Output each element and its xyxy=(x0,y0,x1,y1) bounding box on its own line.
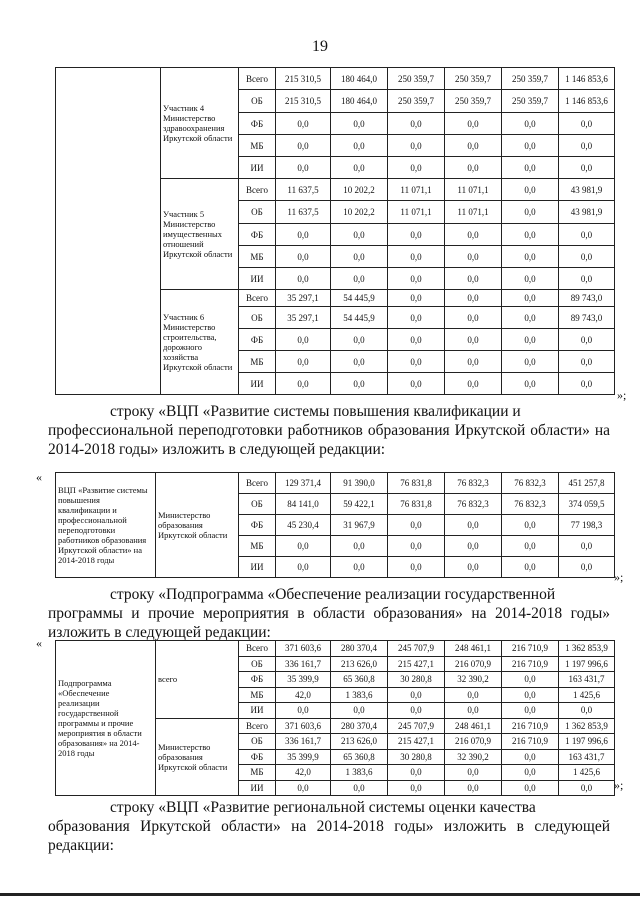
funding-source-cell: ОБ xyxy=(239,201,276,224)
amount-cell: 0,0 xyxy=(445,224,502,246)
amount-cell: 0,0 xyxy=(276,373,331,395)
funding-source-cell: Всего xyxy=(239,179,276,201)
amount-cell: 0,0 xyxy=(388,290,445,307)
amount-cell: 0,0 xyxy=(331,329,388,351)
amount-cell: 76 832,3 xyxy=(502,473,559,494)
funding-source-cell: Всего xyxy=(239,718,276,734)
amount-cell: 0,0 xyxy=(502,703,559,719)
vcp-qualification-funding-table xyxy=(55,472,615,578)
amount-cell: 0,0 xyxy=(502,536,559,557)
amount-cell: 0,0 xyxy=(276,157,331,179)
executor-cell: Министерство образования Иркутской области xyxy=(156,718,239,796)
amount-cell: 0,0 xyxy=(445,557,502,578)
amount-cell: 42,0 xyxy=(276,687,331,703)
amount-cell: 35 297,1 xyxy=(276,307,331,329)
amount-cell: 0,0 xyxy=(502,557,559,578)
amount-cell: 336 161,7 xyxy=(276,734,331,750)
amount-cell: 76 832,3 xyxy=(502,494,559,515)
program-name-cell: Подпрограмма «Обеспечение реализации государственной программы и прочие мероприятия в области образования» на 2014-2018 годы xyxy=(56,641,156,796)
amount-cell: 0,0 xyxy=(502,224,559,246)
amount-cell: 0,0 xyxy=(559,703,615,719)
amount-cell: 0,0 xyxy=(276,703,331,719)
amount-cell: 0,0 xyxy=(502,135,559,157)
funding-source-cell: Всего xyxy=(239,641,276,657)
funding-source-cell: МБ xyxy=(239,765,276,781)
funding-source-cell: ФБ xyxy=(239,224,276,246)
amount-cell: 0,0 xyxy=(445,765,502,781)
amount-cell: 30 280,8 xyxy=(388,749,445,765)
amount-cell: 0,0 xyxy=(559,351,615,373)
amount-cell: 0,0 xyxy=(388,113,445,135)
funding-source-cell: ОБ xyxy=(239,494,276,515)
amount-cell: 0,0 xyxy=(559,157,615,179)
amount-cell: 11 071,1 xyxy=(445,179,502,201)
amount-cell: 250 359,7 xyxy=(388,68,445,90)
page-number: 19 xyxy=(312,38,328,55)
amount-cell: 0,0 xyxy=(502,780,559,796)
amount-cell: 248 461,1 xyxy=(445,718,502,734)
funding-source-cell: ИИ xyxy=(239,703,276,719)
amount-cell: 0,0 xyxy=(502,246,559,268)
amount-cell: 0,0 xyxy=(445,246,502,268)
amount-cell: 0,0 xyxy=(276,557,331,578)
amount-cell: 42,0 xyxy=(276,765,331,781)
amount-cell: 250 359,7 xyxy=(445,68,502,90)
instruction-paragraph xyxy=(48,585,610,642)
paragraph-first-line: строку «ВЦП «Развитие системы повышения квалификации и xyxy=(110,403,521,420)
amount-cell: 0,0 xyxy=(502,201,559,224)
amount-cell: 216 070,9 xyxy=(445,734,502,750)
amount-cell: 216 710,9 xyxy=(502,641,559,657)
amount-cell: 371 603,6 xyxy=(276,718,331,734)
participants-funding-table xyxy=(55,67,615,395)
funding-source-cell: ИИ xyxy=(239,557,276,578)
amount-cell: 43 981,9 xyxy=(559,179,615,201)
amount-cell: 0,0 xyxy=(445,687,502,703)
amount-cell: 59 422,1 xyxy=(331,494,388,515)
amount-cell: 0,0 xyxy=(445,307,502,329)
funding-source-cell: ИИ xyxy=(239,268,276,290)
amount-cell: 250 359,7 xyxy=(502,68,559,90)
amount-cell: 0,0 xyxy=(388,780,445,796)
instruction-paragraph xyxy=(48,402,610,459)
amount-cell: 280 370,4 xyxy=(331,718,388,734)
amount-cell: 0,0 xyxy=(445,351,502,373)
executor-total-cell: всего xyxy=(156,641,239,719)
amount-cell: 0,0 xyxy=(502,749,559,765)
amount-cell: 248 461,1 xyxy=(445,641,502,657)
participant-name-cell: Участник 5 Министерство имущественных отношений Иркутской области xyxy=(161,179,239,290)
participant-name-cell: Участник 4 Министерство здравоохранения Иркутской области xyxy=(161,68,239,179)
amount-cell: 0,0 xyxy=(388,373,445,395)
amount-cell: 213 626,0 xyxy=(331,734,388,750)
amount-cell: 0,0 xyxy=(502,307,559,329)
amount-cell: 31 967,9 xyxy=(331,515,388,536)
amount-cell: 0,0 xyxy=(388,703,445,719)
funding-source-cell: Всего xyxy=(239,68,276,90)
amount-cell: 0,0 xyxy=(331,268,388,290)
amount-cell: 216 710,9 xyxy=(502,734,559,750)
amount-cell: 0,0 xyxy=(559,373,615,395)
amount-cell: 1 383,6 xyxy=(331,765,388,781)
amount-cell: 89 743,0 xyxy=(559,290,615,307)
amount-cell: 371 603,6 xyxy=(276,641,331,657)
amount-cell: 0,0 xyxy=(502,765,559,781)
amount-cell: 0,0 xyxy=(388,536,445,557)
amount-cell: 0,0 xyxy=(445,536,502,557)
amount-cell: 32 390,2 xyxy=(445,749,502,765)
amount-cell: 0,0 xyxy=(331,703,388,719)
amount-cell: 1 197 996,6 xyxy=(559,656,615,672)
amount-cell: 0,0 xyxy=(445,157,502,179)
funding-source-cell: ИИ xyxy=(239,780,276,796)
amount-cell: 1 383,6 xyxy=(331,687,388,703)
amount-cell: 0,0 xyxy=(276,536,331,557)
amount-cell: 250 359,7 xyxy=(502,90,559,113)
amount-cell: 30 280,8 xyxy=(388,672,445,688)
amount-cell: 0,0 xyxy=(445,329,502,351)
amount-cell: 180 464,0 xyxy=(331,68,388,90)
amount-cell: 0,0 xyxy=(276,780,331,796)
amount-cell: 0,0 xyxy=(559,536,615,557)
amount-cell: 0,0 xyxy=(331,557,388,578)
amount-cell: 10 202,2 xyxy=(331,201,388,224)
amount-cell: 280 370,4 xyxy=(331,641,388,657)
amount-cell: 76 831,8 xyxy=(388,494,445,515)
amount-cell: 245 707,9 xyxy=(388,641,445,657)
funding-source-cell: ФБ xyxy=(239,672,276,688)
amount-cell: 11 071,1 xyxy=(445,201,502,224)
amount-cell: 35 399,9 xyxy=(276,749,331,765)
funding-source-cell: ИИ xyxy=(239,373,276,395)
amount-cell: 216 710,9 xyxy=(502,718,559,734)
amount-cell: 11 071,1 xyxy=(388,179,445,201)
amount-cell: 0,0 xyxy=(388,765,445,781)
amount-cell: 76 832,3 xyxy=(445,473,502,494)
funding-source-cell: ОБ xyxy=(239,656,276,672)
amount-cell: 0,0 xyxy=(331,780,388,796)
amount-cell: 0,0 xyxy=(276,329,331,351)
page-bottom-rule xyxy=(0,893,640,896)
amount-cell: 0,0 xyxy=(388,515,445,536)
amount-cell: 1 425,6 xyxy=(559,687,615,703)
amount-cell: 77 198,3 xyxy=(559,515,615,536)
close-quote-mark: »; xyxy=(614,778,624,792)
amount-cell: 1 425,6 xyxy=(559,765,615,781)
amount-cell: 216 070,9 xyxy=(445,656,502,672)
amount-cell: 0,0 xyxy=(331,351,388,373)
amount-cell: 65 360,8 xyxy=(331,672,388,688)
amount-cell: 76 832,3 xyxy=(445,494,502,515)
amount-cell: 0,0 xyxy=(502,113,559,135)
instruction-paragraph xyxy=(48,798,610,855)
amount-cell: 215 427,1 xyxy=(388,656,445,672)
amount-cell: 1 146 853,6 xyxy=(559,68,615,90)
amount-cell: 250 359,7 xyxy=(445,90,502,113)
paragraph-first-line: строку «Подпрограмма «Обеспечение реализации государственной xyxy=(110,586,556,603)
amount-cell: 213 626,0 xyxy=(331,656,388,672)
amount-cell: 0,0 xyxy=(445,515,502,536)
amount-cell: 374 059,5 xyxy=(559,494,615,515)
amount-cell: 0,0 xyxy=(559,268,615,290)
amount-cell: 45 230,4 xyxy=(276,515,331,536)
amount-cell: 215 310,5 xyxy=(276,90,331,113)
amount-cell: 0,0 xyxy=(388,307,445,329)
table-row xyxy=(56,641,615,657)
amount-cell: 0,0 xyxy=(445,373,502,395)
amount-cell: 0,0 xyxy=(559,557,615,578)
executor-cell: Министерство образования Иркутской области xyxy=(156,473,239,578)
amount-cell: 0,0 xyxy=(276,351,331,373)
amount-cell: 0,0 xyxy=(445,113,502,135)
paragraph-continuation: образования Иркутской области» на 2014-2018 годы» изложить в следующей редакции: xyxy=(48,818,610,854)
amount-cell: 0,0 xyxy=(388,351,445,373)
close-quote-mark: »; xyxy=(617,388,627,402)
amount-cell: 0,0 xyxy=(331,135,388,157)
amount-cell: 0,0 xyxy=(331,224,388,246)
amount-cell: 0,0 xyxy=(445,290,502,307)
program-name-cell xyxy=(56,68,161,395)
amount-cell: 163 431,7 xyxy=(559,672,615,688)
amount-cell: 65 360,8 xyxy=(331,749,388,765)
participant-name-cell: Участник 6 Министерство строительства, дорожного хозяйства Иркутской области xyxy=(161,290,239,395)
amount-cell: 180 464,0 xyxy=(331,90,388,113)
funding-source-cell: МБ xyxy=(239,351,276,373)
amount-cell: 0,0 xyxy=(331,246,388,268)
open-quote-mark: « xyxy=(36,470,42,484)
amount-cell: 0,0 xyxy=(502,329,559,351)
close-quote-mark: »; xyxy=(614,570,624,584)
amount-cell: 0,0 xyxy=(331,536,388,557)
amount-cell: 1 362 853,9 xyxy=(559,718,615,734)
funding-source-cell: ФБ xyxy=(239,113,276,135)
amount-cell: 0,0 xyxy=(388,268,445,290)
amount-cell: 0,0 xyxy=(331,373,388,395)
amount-cell: 0,0 xyxy=(502,179,559,201)
amount-cell: 89 743,0 xyxy=(559,307,615,329)
amount-cell: 0,0 xyxy=(559,246,615,268)
amount-cell: 336 161,7 xyxy=(276,656,331,672)
amount-cell: 0,0 xyxy=(388,135,445,157)
amount-cell: 215 310,5 xyxy=(276,68,331,90)
paragraph-continuation: профессиональной переподготовки работников образования Иркутской области» на 2014-2018 годы» изложить в следующей редакции: xyxy=(48,422,610,458)
amount-cell: 0,0 xyxy=(502,687,559,703)
funding-source-cell: Всего xyxy=(239,290,276,307)
funding-source-cell: ОБ xyxy=(239,90,276,113)
funding-source-cell: ОБ xyxy=(239,734,276,750)
amount-cell: 1 146 853,6 xyxy=(559,90,615,113)
table-row xyxy=(56,68,615,90)
amount-cell: 11 637,5 xyxy=(276,179,331,201)
amount-cell: 0,0 xyxy=(559,780,615,796)
table-row xyxy=(56,473,615,494)
open-quote-mark: « xyxy=(36,636,42,650)
amount-cell: 91 390,0 xyxy=(331,473,388,494)
amount-cell: 216 710,9 xyxy=(502,656,559,672)
funding-source-cell: МБ xyxy=(239,246,276,268)
amount-cell: 43 981,9 xyxy=(559,201,615,224)
amount-cell: 0,0 xyxy=(559,113,615,135)
amount-cell: 0,0 xyxy=(502,351,559,373)
amount-cell: 54 445,9 xyxy=(331,290,388,307)
amount-cell: 35 399,9 xyxy=(276,672,331,688)
funding-source-cell: ФБ xyxy=(239,749,276,765)
subprogram-funding-table xyxy=(55,640,615,796)
program-name-cell: ВЦП «Развитие системы повышения квалификации и профессиональной переподготовки работников образования Иркутской области» на 2014-2018 годы xyxy=(56,473,156,578)
amount-cell: 245 707,9 xyxy=(388,718,445,734)
amount-cell: 0,0 xyxy=(388,246,445,268)
amount-cell: 0,0 xyxy=(445,268,502,290)
amount-cell: 1 362 853,9 xyxy=(559,641,615,657)
amount-cell: 1 197 996,6 xyxy=(559,734,615,750)
amount-cell: 0,0 xyxy=(502,157,559,179)
amount-cell: 0,0 xyxy=(502,268,559,290)
amount-cell: 129 371,4 xyxy=(276,473,331,494)
amount-cell: 0,0 xyxy=(559,135,615,157)
amount-cell: 84 141,0 xyxy=(276,494,331,515)
amount-cell: 76 831,8 xyxy=(388,473,445,494)
amount-cell: 0,0 xyxy=(388,687,445,703)
amount-cell: 11 637,5 xyxy=(276,201,331,224)
amount-cell: 215 427,1 xyxy=(388,734,445,750)
amount-cell: 250 359,7 xyxy=(388,90,445,113)
amount-cell: 0,0 xyxy=(388,224,445,246)
amount-cell: 0,0 xyxy=(276,135,331,157)
funding-source-cell: МБ xyxy=(239,536,276,557)
amount-cell: 0,0 xyxy=(276,246,331,268)
funding-source-cell: МБ xyxy=(239,687,276,703)
amount-cell: 0,0 xyxy=(445,780,502,796)
amount-cell: 0,0 xyxy=(559,329,615,351)
amount-cell: 0,0 xyxy=(502,672,559,688)
amount-cell: 0,0 xyxy=(388,157,445,179)
funding-source-cell: МБ xyxy=(239,135,276,157)
amount-cell: 0,0 xyxy=(276,268,331,290)
amount-cell: 0,0 xyxy=(331,157,388,179)
amount-cell: 0,0 xyxy=(388,557,445,578)
amount-cell: 163 431,7 xyxy=(559,749,615,765)
funding-source-cell: ОБ xyxy=(239,307,276,329)
amount-cell: 0,0 xyxy=(445,703,502,719)
amount-cell: 0,0 xyxy=(559,224,615,246)
funding-source-cell: ФБ xyxy=(239,329,276,351)
amount-cell: 54 445,9 xyxy=(331,307,388,329)
amount-cell: 0,0 xyxy=(388,329,445,351)
amount-cell: 0,0 xyxy=(502,515,559,536)
amount-cell: 0,0 xyxy=(276,113,331,135)
amount-cell: 10 202,2 xyxy=(331,179,388,201)
amount-cell: 0,0 xyxy=(331,113,388,135)
amount-cell: 11 071,1 xyxy=(388,201,445,224)
amount-cell: 35 297,1 xyxy=(276,290,331,307)
funding-source-cell: Всего xyxy=(239,473,276,494)
amount-cell: 0,0 xyxy=(502,290,559,307)
amount-cell: 0,0 xyxy=(276,224,331,246)
amount-cell: 32 390,2 xyxy=(445,672,502,688)
amount-cell: 451 257,8 xyxy=(559,473,615,494)
paragraph-continuation: программы и прочие мероприятия в области образования» на 2014-2018 годы» изложить в следующей редакции: xyxy=(48,605,610,641)
funding-source-cell: ИИ xyxy=(239,157,276,179)
funding-source-cell: ФБ xyxy=(239,515,276,536)
paragraph-first-line: строку «ВЦП «Развитие региональной системы оценки качества xyxy=(110,799,536,816)
amount-cell: 0,0 xyxy=(502,373,559,395)
amount-cell: 0,0 xyxy=(445,135,502,157)
